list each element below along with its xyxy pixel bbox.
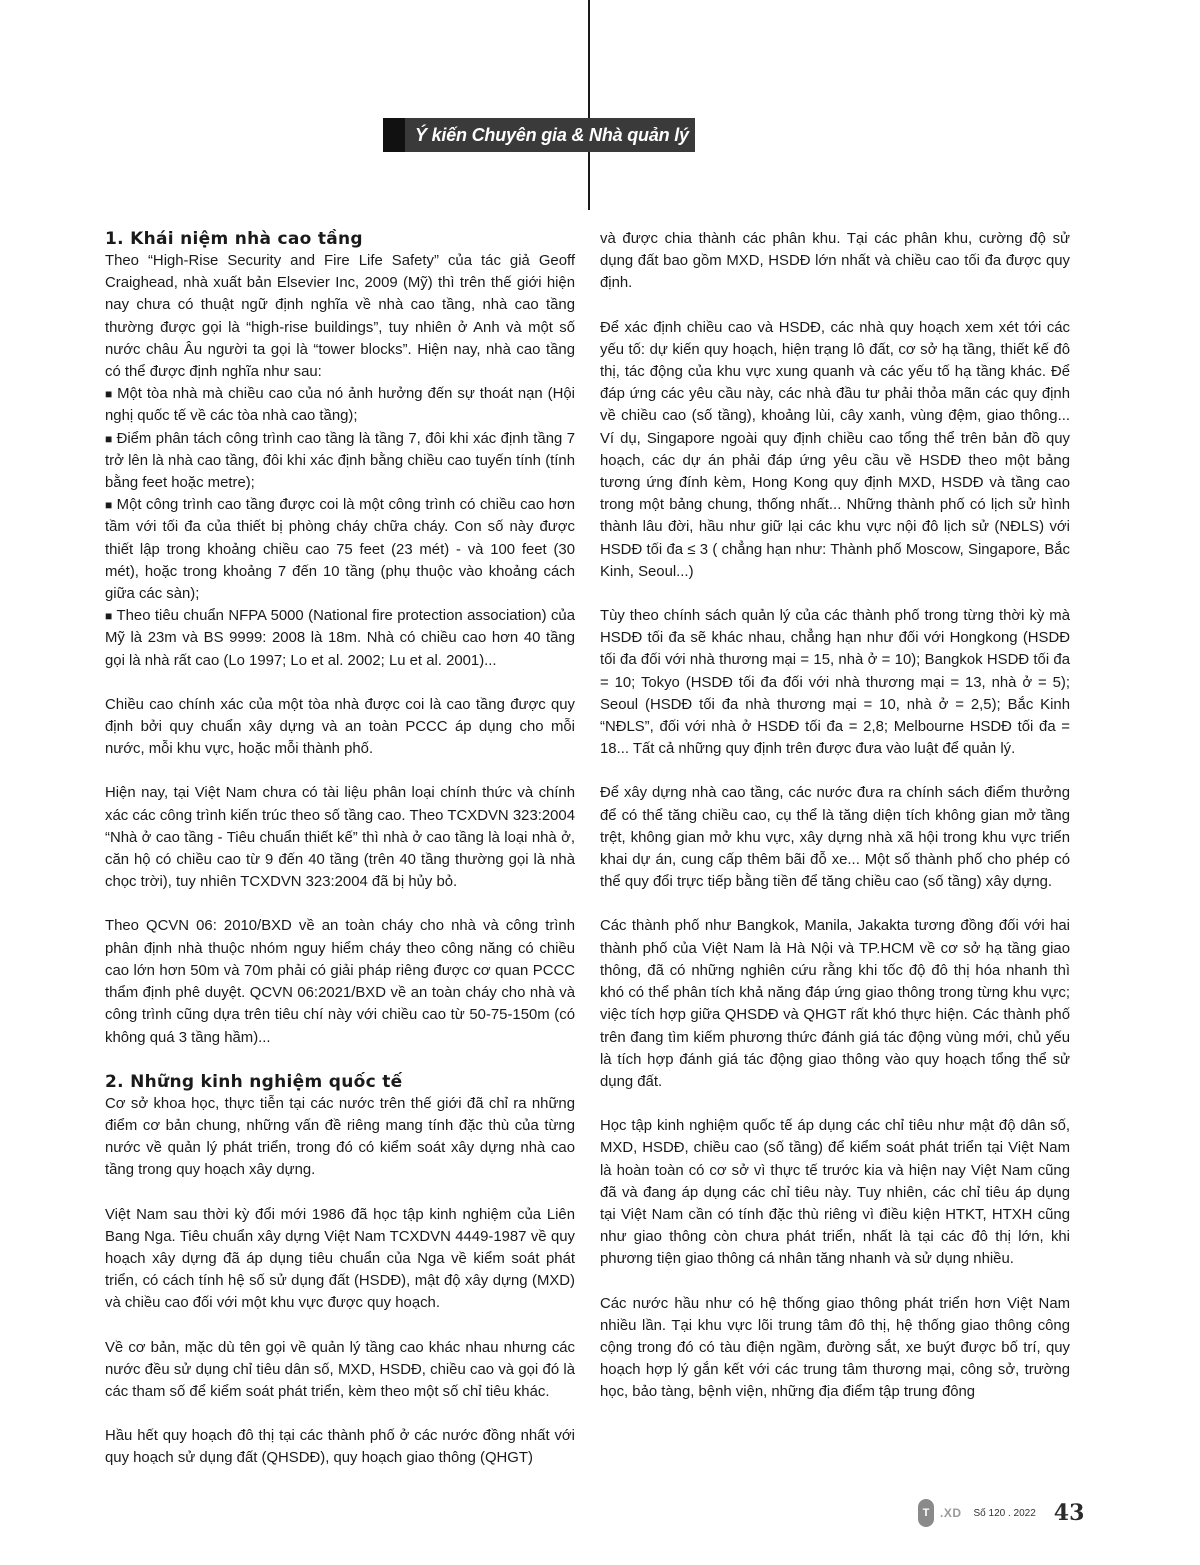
page-footer	[918, 1497, 1084, 1529]
paragraph: Hiện nay, tại Việt Nam chưa có tài liệu phân loại chính thức và chính xác các công trình kiến trúc theo số tầng cao. Theo TCXDVN 323:2004 “Nhà ở cao tầng - Tiêu chuẩn thiết kế” thì nhà ở cao tầng là loại nhà ở, căn hộ có chiều cao từ 9 đến 40 tầng (trên 40 tầng thường gọi là nhà chọc trời), tuy nhiên TCXDVN 323:2004 đã bị hủy bỏ.	[105, 785, 575, 891]
right-column	[600, 228, 1070, 1404]
paragraph: Việt Nam sau thời kỳ đổi mới 1986 đã học tập kinh nghiệm của Liên Bang Nga. Tiêu chuẩn xây dựng Việt Nam TCXDVN 4449-1987 về quy hoạch xây dựng đã áp dụng tiêu chuẩn của Nga về kiểm soát phát triển, có cách tính hệ số sử dụng đất (HSDĐ), mật độ xây dựng (MXD) và chiều cao đối với một khu vực được quy hoạch.	[105, 1206, 575, 1312]
heading-1: 1. Khái niệm nhà cao tầng	[105, 229, 363, 249]
paragraph: Các nước hầu như có hệ thống giao thông phát triển hơn Việt Nam nhiều lần. Tại khu vực lõi trung tâm đô thị, hệ thống giao thông công cộng trong đó có tàu điện ngầm, đường sắt, xe buýt được bố trí, quy hoạch hợp lý gắn kết với các trung tâm thương mại, công sở, trường học, bảo tàng, bệnh viện, những địa điểm tập trung đông	[600, 1295, 1070, 1401]
paragraph: Hầu hết quy hoạch đô thị tại các thành phố ở các nước đồng nhất với quy hoạch sử dụng đất (QHSDĐ), quy hoạch giao thông (QHGT)	[105, 1428, 575, 1467]
header-divider	[588, 0, 590, 210]
paragraph: Theo QCVN 06: 2010/BXD về an toàn cháy cho nhà và công trình phân định nhà thuộc nhóm nguy hiểm cháy theo công năng có chiều cao lớn hơn 50m và 70m phải có giải pháp riêng được cơ quan PCCC thẩm định phê duyệt. QCVN 06:2021/BXD về an toàn cháy cho nhà và công trình cũng dựa trên tiêu chí này với chiều cao từ 50-75-150m (có không quá 3 tầng hầm)...	[105, 918, 575, 1046]
paragraph: Các thành phố như Bangkok, Manila, Jakakta tương đồng đối với hai thành phố của Việt Nam là Hà Nội và TP.HCM về cơ sở hạ tầng giao thông, đã có những nghiên cứu rằng khi tốc độ đô thị hóa nhanh thì khó có thể phân tích khả năng đáp ứng giao thông trong từng khu vực; việc tích hợp giữa QHSDĐ và QHGT rất khó thực hiện. Các thành phố trên đang tìm kiếm phương thức đánh giá tác động vùng mới, chủ yếu là tích hợp đánh giá tác động giao thông vào quy hoạch tổng thể sử dụng đất.	[600, 918, 1070, 1090]
bullet-item: ■ Một tòa nhà mà chiều cao của nó ảnh hưởng đến sự thoát nạn (Hội nghị quốc tế về các tòa nhà cao tầng);	[105, 383, 575, 427]
paragraph: Để xác định chiều cao và HSDĐ, các nhà quy hoạch xem xét tới các yếu tố: dự kiến quy hoạch, hiện trạng lô đất, cơ sở hạ tầng, thiết kế đô thị, tác động của khu vực xung quanh và các yếu tố hạ tầng khác. Để đáp ứng các yêu cầu này, các nhà đầu tư phải thỏa mãn các quy định về chiều cao (số tầng), khoảng lùi, cây xanh, vùng đệm, giao thông... Ví dụ, Singapore ngoài quy định chiều cao tổng thể trên bản đồ quy hoạch, các dự án phải đáp ứng yêu cầu về HSDĐ theo một bảng tương ứng đính kèm, Hong Kong quy định MXD, HSDĐ và tầng cao trong một bảng chung, thống nhất... Những thành phố có lịch sử hình thành lâu đời, hầu như giữ lại các khu vực nội đô lịch sử (NĐLS) với HSDĐ tối đa ≤ 3 ( chẳng hạn như: Thành phố Moscow, Singapore, Bắc Kinh, Seoul...)	[600, 319, 1070, 580]
paragraph: Tùy theo chính sách quản lý của các thành phố trong từng thời kỳ mà HSDĐ tối đa sẽ khác nhau, chẳng hạn như đối với Hongkong (HSDĐ tối đa đối với nhà thương mại = 15, nhà ở = 10); Bangkok HSDĐ tối đa = 10; Tokyo (HSDĐ tối đa đối với nhà thương mại = 13, nhà ở = 5); Seoul (HSDĐ tối đa nhà thương mại = 10, nhà ở = 2,5); Bắc Kinh “NĐLS”, đối với nhà ở HSDĐ tối đa = 2,8; Melbourne HSDĐ tối đa = 18... Tất cả những quy định trên được đưa vào luật để quản lý.	[600, 608, 1070, 758]
magazine-logo-icon: T	[918, 1499, 934, 1527]
section-title: Ý kiến Chuyên gia & Nhà quản lý	[405, 118, 695, 152]
issue-number: Số 120 . 2022	[973, 1507, 1036, 1519]
left-column	[105, 228, 575, 1470]
heading-2: 2. Những kinh nghiệm quốc tế	[105, 1071, 403, 1092]
bullet-item: ■ Một công trình cao tầng được coi là một công trình có chiều cao hơn tầm với tối đa của thiết bị phòng cháy chữa cháy. Con số này được thiết lập trong khoảng chiều cao 75 feet (23 mét) - và 100 feet (30 mét), hoặc trong khoảng 7 đến 10 tầng (phụ thuộc vào khoảng cách giữa các sàn);	[105, 494, 575, 605]
paragraph: Cơ sở khoa học, thực tiễn tại các nước trên thế giới đã chỉ ra những điểm cơ bản chung, những vấn đề riêng mang tính đặc thù của từng nước về quản lý phát triển, trong đó có kiểm soát xây dựng nhà cao tầng trong quy hoạch xây dựng.	[105, 1095, 575, 1179]
paragraph: Để xây dựng nhà cao tầng, các nước đưa ra chính sách điểm thưởng để có thể tăng chiều cao, cụ thể là tăng diện tích không gian mở tầng trệt, không gian mở khu vực, xây dựng nhà xã hội trong khu vực triển khai dự án, cung cấp thêm bãi đỗ xe... Một số thành phố cho phép có thể quy đổi trực tiếp bằng tiền để tăng chiều cao (số tầng) xây dựng.	[600, 785, 1070, 891]
page-number: 43	[1053, 1500, 1085, 1526]
header-black-block	[383, 118, 405, 152]
paragraph: Về cơ bản, mặc dù tên gọi về quản lý tầng cao khác nhau nhưng các nước đều sử dụng chỉ tiêu dân số, MXD, HSDĐ, chiều cao và gọi đó là các tham số để kiểm soát phát triển, kèm theo một số chỉ tiêu khác.	[105, 1339, 575, 1400]
bullet-item: ■ Theo tiêu chuẩn NFPA 5000 (National fire protection association) của Mỹ là 23m và BS 9999: 2008 là 18m. Nhà có chiều cao hơn 40 tầng gọi là nhà rất cao (Lo 1997; Lo et al. 2002; Lu et al. 2001)...	[105, 605, 575, 672]
bullet-item: ■ Điểm phân tách công trình cao tầng là tầng 7, đôi khi xác định tầng 7 trở lên là nhà cao tầng, đôi khi xác định bằng chiều cao tuyến tính (tính bằng feet hoặc metre);	[105, 428, 575, 495]
paragraph: Học tập kinh nghiệm quốc tế áp dụng các chỉ tiêu như mật độ dân số, MXD, HSDĐ, chiều cao (số tầng) để kiểm soát phát triển tại Việt Nam là hoàn toàn có cơ sở vì thực tế trước kia và hiện nay Việt Nam cũng đã và đang áp dụng các chỉ tiêu này. Tuy nhiên, các chỉ tiêu áp dụng tại Việt Nam cần có tính đặc thù riêng vì điều kiện HTKT, HTXH cũng như giao thông còn chưa phát triển, nhất là tại các đô thị lớn, khi phương tiện giao thông cá nhân tăng nhanh và sử dụng nhiều.	[600, 1118, 1070, 1268]
paragraph: và được chia thành các phân khu. Tại các phân khu, cường độ sử dụng đất bao gồm MXD, HSDĐ lớn nhất và chiều cao tối đa được quy định.	[600, 231, 1070, 292]
section-header	[383, 118, 695, 152]
magazine-name: .XD	[940, 1506, 962, 1520]
paragraph: Theo “High-Rise Security and Fire Life Safety” của tác giả Geoff Craighead, nhà xuất bản Elsevier Inc, 2009 (Mỹ) thì trên thế giới hiện nay chưa có thuật ngữ định nghĩa về nhà cao tầng, nhà cao tầng thường được gọi là “high-rise buildings”, tuy nhiên ở Anh và một số nước châu Âu người ta gọi là “tower blocks”. Hiện nay, nhà cao tầng có thể được định nghĩa như sau:	[105, 253, 575, 381]
paragraph: Chiều cao chính xác của một tòa nhà được coi là cao tầng được quy định bởi quy chuẩn xây dựng và an toàn PCCC áp dụng cho mỗi nước, mỗi khu vực, hoặc mỗi thành phố.	[105, 696, 575, 758]
